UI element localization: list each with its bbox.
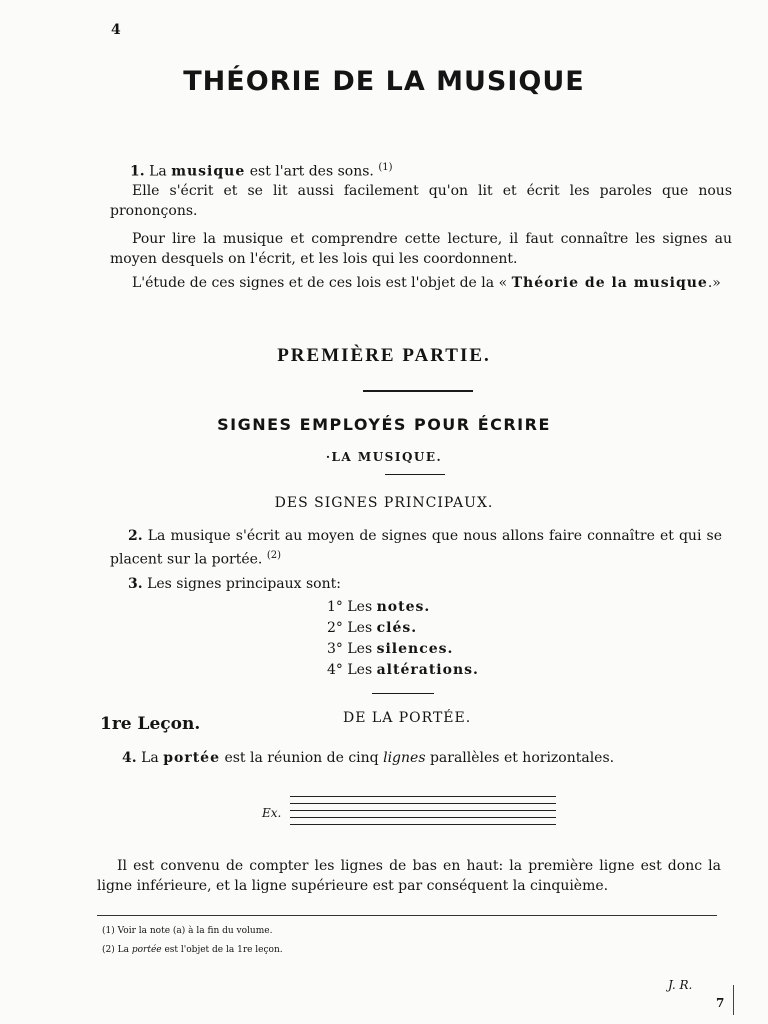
footnote-italic: portée (131, 945, 162, 955)
margin-line (733, 985, 734, 1015)
staff-line (290, 810, 556, 811)
list-item (327, 597, 479, 618)
text: Les (347, 599, 373, 615)
lesson-label: 1re Leçon. (100, 714, 201, 734)
bold-term: notes. (376, 599, 431, 615)
paragraph-2 (110, 526, 722, 570)
signature-mark: J. R. (668, 978, 693, 992)
bold-term: musique (171, 163, 246, 180)
paragraph-3 (128, 574, 341, 594)
intro-paragraph-4 (110, 273, 732, 293)
ordinal: 1° (327, 599, 343, 615)
bold-term: portée (163, 750, 220, 766)
paragraph-number: 3. (128, 576, 143, 592)
text: L'étude de ces signes et de ces lois est l'objet de la « (132, 275, 508, 291)
text: La musique s'écrit au moyen de signes que nous allons faire connaître et qui se placent sur la portée. (110, 528, 722, 568)
text: .» (707, 275, 721, 291)
paragraph-4 (122, 748, 722, 768)
section-heading: SIGNES EMPLOYÉS POUR ÉCRIRE (217, 415, 551, 434)
corner-page-number: 7 (716, 996, 725, 1010)
text: Les (347, 662, 373, 678)
footnote-divider (97, 915, 717, 916)
footnote-ref: (1) (378, 162, 393, 173)
bold-term: Théorie de la musique (511, 275, 708, 291)
footnote-2 (102, 943, 283, 957)
text: Les signes principaux sont: (147, 576, 341, 592)
bold-term: clés. (376, 620, 418, 636)
section-subheading: ·LA MUSIQUE. (325, 450, 443, 464)
text: est la réunion de cinq (224, 750, 379, 766)
list-item (327, 618, 479, 639)
subsection-heading: DES SIGNES PRINCIPAUX. (274, 495, 494, 511)
page-number: 4 (111, 22, 121, 38)
paragraph-5: Il est convenu de compter les lignes de bas en haut: la première ligne est donc la ligne inférieure, et la ligne supérieure est par conséquent la cinquième. (97, 858, 721, 894)
bold-term: altérations. (376, 662, 479, 678)
paragraph-number: 2. (128, 528, 143, 544)
text: Les (347, 641, 373, 657)
footnote-text: Voir la note (a) à la fin du volume. (117, 926, 273, 936)
footnote-1 (102, 924, 272, 938)
example-label: Ex. (262, 806, 282, 820)
text: est l'art des sons. (249, 163, 374, 180)
paragraph-number: 1. (130, 163, 145, 180)
page-title: THÉORIE DE LA MUSIQUE (183, 66, 585, 97)
text: La (149, 163, 167, 180)
signs-list (327, 597, 479, 681)
divider (372, 693, 434, 694)
list-item (327, 639, 479, 660)
text: Les (347, 620, 373, 636)
footnote-mark: (1) (102, 926, 115, 936)
staff-line (290, 824, 556, 825)
footnote-ref: (2) (266, 550, 281, 561)
staff-line (290, 817, 556, 818)
divider (385, 474, 445, 475)
staff-line (290, 796, 556, 797)
text: parallèles et horizontales. (429, 750, 615, 766)
divider (363, 390, 473, 392)
ordinal: 2° (327, 620, 343, 636)
ordinal: 3° (327, 641, 343, 657)
footnote-mark: (2) (102, 945, 115, 955)
ordinal: 4° (327, 662, 343, 678)
bold-term: silences. (376, 641, 454, 657)
intro-paragraph-3: Pour lire la musique et comprendre cette lecture, il faut connaître les signes au moyen desquels on l'écrit, et les lois qui les coordonnent. (110, 231, 732, 267)
lesson-title: DE LA PORTÉE. (343, 710, 472, 726)
italic-term: lignes (383, 750, 426, 766)
paragraph-number: 4. (122, 750, 137, 766)
part-heading: PREMIÈRE PARTIE. (277, 345, 491, 366)
footnote-text: est l'objet de la 1re leçon. (164, 945, 283, 955)
footnote-text: La (117, 945, 129, 955)
text: La (141, 750, 159, 766)
list-item (327, 660, 479, 681)
intro-paragraph-1 (130, 158, 730, 182)
staff-line (290, 803, 556, 804)
intro-paragraph-2: Elle s'écrit et se lit aussi facilement qu'on lit et écrit les paroles que nous prononçons. (110, 183, 732, 219)
